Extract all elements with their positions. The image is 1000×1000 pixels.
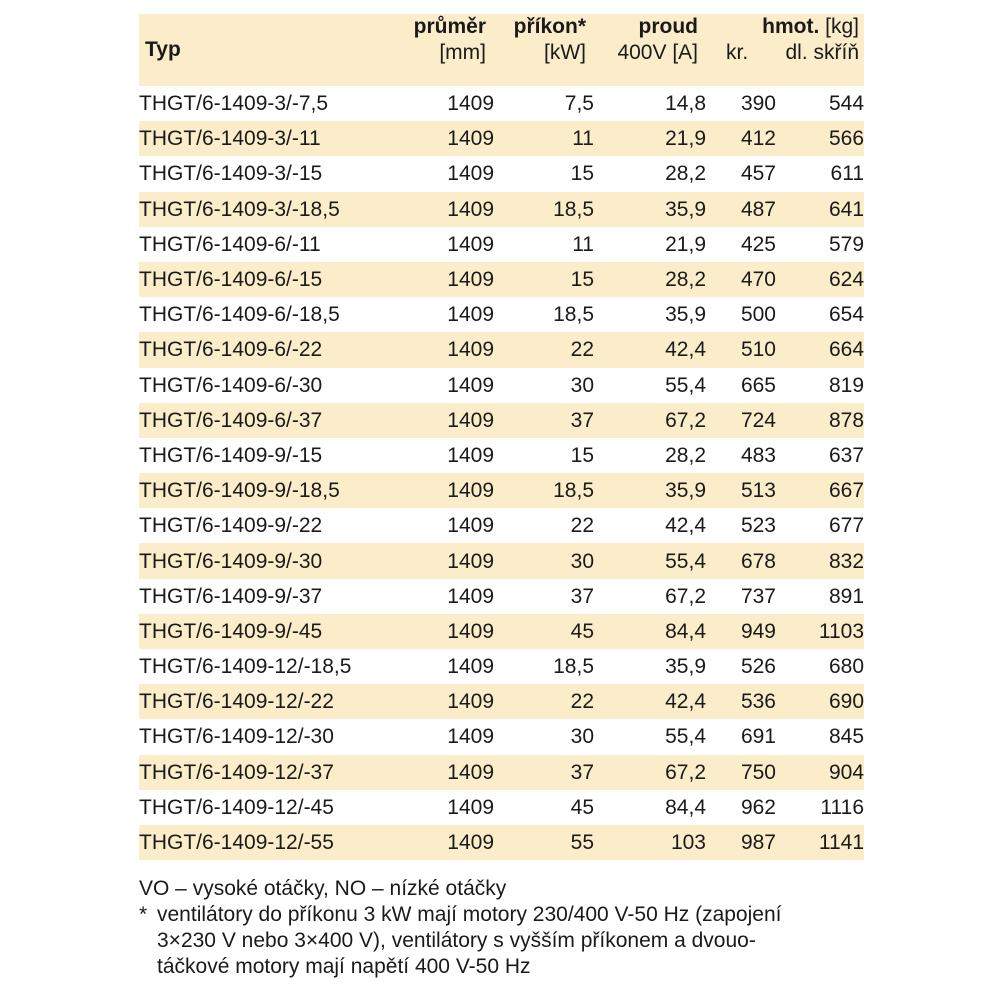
table-row — [139, 86, 864, 121]
cell-prikon: 18,5 — [553, 303, 594, 327]
cell-prumer: 1409 — [447, 655, 494, 679]
table-row — [139, 332, 864, 367]
cell-hmot-kr: 412 — [740, 127, 776, 151]
cell-hmot-dl: 891 — [828, 584, 865, 608]
cell-hmot-dl: 677 — [828, 514, 865, 538]
header-row — [139, 14, 864, 86]
cell-prikon: 11 — [572, 232, 594, 256]
cell-prumer: 1409 — [447, 443, 494, 467]
note-legend: VO – vysoké otáčky, NO – nízké otáčky — [139, 877, 507, 900]
cell-prumer: 1409 — [447, 408, 494, 432]
cell-proud: 28,2 — [665, 162, 706, 186]
cell-hmot-kr: 523 — [740, 514, 776, 538]
cell-hmot-dl: 637 — [828, 443, 865, 467]
cell-hmot-dl: 904 — [828, 760, 865, 784]
cell-prumer: 1409 — [447, 268, 494, 292]
cell-hmot-dl: 878 — [828, 408, 865, 432]
cell-prumer: 1409 — [447, 549, 494, 573]
cell-prikon: 30 — [570, 549, 594, 573]
cell-prumer: 1409 — [447, 690, 494, 714]
cell-hmot-dl: 544 — [828, 92, 865, 116]
cell-prumer: 1409 — [447, 831, 494, 855]
cell-hmot-kr: 678 — [740, 549, 776, 573]
header-prikon-unit: [kW] — [544, 41, 586, 64]
header-hmot-unit: [kg] — [825, 15, 860, 38]
cell-prikon: 45 — [570, 619, 594, 643]
cell-typ: THGT/6-1409-3/-15 — [139, 162, 323, 186]
cell-proud: 67,2 — [665, 584, 706, 608]
cell-prikon: 15 — [570, 162, 594, 186]
cell-proud: 84,4 — [665, 795, 706, 819]
cell-proud: 42,4 — [665, 338, 706, 362]
cell-typ: THGT/6-1409-9/-30 — [139, 549, 323, 573]
cell-typ: THGT/6-1409-12/-30 — [139, 725, 334, 749]
cell-hmot-kr: 487 — [740, 197, 776, 221]
cell-prikon: 15 — [570, 268, 594, 292]
cell-hmot-dl: 845 — [828, 725, 865, 749]
header-hmot-kr: kr. — [726, 41, 749, 64]
cell-hmot-kr: 513 — [740, 479, 776, 503]
table-row — [139, 473, 864, 508]
table-row — [139, 156, 864, 191]
cell-prikon: 22 — [570, 338, 594, 362]
header-prumer-unit: [mm] — [439, 41, 486, 64]
cell-typ: THGT/6-1409-6/-30 — [139, 373, 323, 397]
cell-typ: THGT/6-1409-12/-45 — [139, 795, 334, 819]
cell-proud: 21,9 — [665, 127, 706, 151]
table-row — [139, 262, 864, 297]
cell-prumer: 1409 — [447, 725, 494, 749]
cell-hmot-dl: 579 — [828, 232, 865, 256]
cell-hmot-dl: 641 — [828, 197, 865, 221]
cell-prumer: 1409 — [447, 584, 494, 608]
cell-prumer: 1409 — [447, 303, 494, 327]
cell-prikon: 37 — [570, 584, 594, 608]
footnote-line-3: táčkové motory mají napětí 400 V-50 Hz — [157, 955, 531, 978]
cell-hmot-kr: 691 — [740, 725, 776, 749]
header-prikon-label: příkon* — [513, 15, 586, 38]
cell-prikon: 18,5 — [553, 655, 594, 679]
footnote — [139, 902, 899, 980]
table-row — [139, 755, 864, 790]
notes — [139, 876, 899, 980]
table-row — [139, 579, 864, 614]
header-proud-label: proud — [638, 15, 698, 38]
cell-hmot-kr: 536 — [740, 690, 776, 714]
table-row — [139, 297, 864, 332]
cell-hmot-kr: 750 — [740, 760, 776, 784]
cell-hmot-kr: 962 — [740, 795, 776, 819]
header-typ: Typ — [145, 38, 181, 61]
cell-prumer: 1409 — [447, 373, 494, 397]
cell-hmot-kr: 665 — [740, 373, 776, 397]
cell-typ: THGT/6-1409-12/-37 — [139, 760, 334, 784]
header-hmot-dl: dl. skříň — [785, 41, 860, 64]
cell-hmot-dl: 832 — [828, 549, 865, 573]
cell-proud: 35,9 — [665, 197, 706, 221]
cell-proud: 55,4 — [665, 373, 706, 397]
cell-typ: THGT/6-1409-3/-11 — [139, 127, 321, 151]
cell-hmot-kr: 470 — [740, 268, 776, 292]
cell-typ: THGT/6-1409-9/-37 — [139, 584, 323, 608]
table-row — [139, 543, 864, 578]
table-row — [139, 649, 864, 684]
cell-proud: 67,2 — [665, 408, 706, 432]
table-row — [139, 368, 864, 403]
cell-typ: THGT/6-1409-12/-22 — [139, 690, 334, 714]
table-body — [139, 86, 864, 860]
cell-hmot-kr: 737 — [740, 584, 776, 608]
cell-proud: 103 — [670, 831, 706, 855]
cell-hmot-dl: 1103 — [818, 619, 865, 643]
cell-proud: 42,4 — [665, 514, 706, 538]
cell-hmot-kr: 724 — [740, 408, 776, 432]
cell-typ: THGT/6-1409-6/-37 — [139, 408, 323, 432]
cell-hmot-kr: 949 — [740, 619, 776, 643]
cell-typ: THGT/6-1409-6/-18,5 — [139, 303, 340, 327]
cell-prumer: 1409 — [447, 127, 494, 151]
cell-typ: THGT/6-1409-9/-45 — [139, 619, 323, 643]
cell-proud: 35,9 — [665, 303, 706, 327]
table-row — [139, 192, 864, 227]
cell-hmot-kr: 500 — [740, 303, 776, 327]
cell-hmot-dl: 611 — [830, 162, 865, 186]
cell-prikon: 37 — [570, 408, 594, 432]
footnote-line-1: ventilátory do příkonu 3 kW mají motory 230/400 V-50 Hz (zapojení — [157, 903, 782, 926]
cell-proud: 67,2 — [665, 760, 706, 784]
cell-proud: 28,2 — [665, 268, 706, 292]
cell-hmot-dl: 566 — [828, 127, 865, 151]
cell-hmot-kr: 526 — [740, 655, 776, 679]
cell-prikon: 37 — [570, 760, 594, 784]
cell-hmot-dl: 1116 — [820, 795, 865, 819]
cell-prikon: 45 — [570, 795, 594, 819]
cell-proud: 84,4 — [665, 619, 706, 643]
cell-prumer: 1409 — [447, 619, 494, 643]
cell-hmot-dl: 664 — [828, 338, 865, 362]
cell-prikon: 11 — [572, 127, 594, 151]
table-header — [139, 14, 864, 86]
cell-prikon: 18,5 — [553, 479, 594, 503]
table-row — [139, 121, 864, 156]
cell-hmot-kr: 510 — [740, 338, 776, 362]
cell-proud: 21,9 — [665, 232, 706, 256]
cell-proud: 28,2 — [665, 443, 706, 467]
cell-hmot-kr: 987 — [740, 831, 776, 855]
cell-prumer: 1409 — [447, 197, 494, 221]
cell-prikon: 22 — [570, 514, 594, 538]
cell-typ: THGT/6-1409-6/-11 — [139, 232, 321, 256]
table-row — [139, 790, 864, 825]
cell-typ: THGT/6-1409-6/-15 — [139, 268, 323, 292]
fan-spec-table — [139, 14, 864, 860]
cell-prumer: 1409 — [447, 514, 494, 538]
cell-typ: THGT/6-1409-12/-55 — [139, 831, 334, 855]
table-row — [139, 403, 864, 438]
cell-typ: THGT/6-1409-9/-18,5 — [139, 479, 340, 503]
cell-typ: THGT/6-1409-3/-7,5 — [139, 92, 329, 116]
cell-hmot-dl: 680 — [828, 655, 865, 679]
cell-prikon: 30 — [570, 373, 594, 397]
cell-proud: 14,8 — [665, 92, 706, 116]
cell-hmot-dl: 1141 — [818, 831, 865, 855]
cell-proud: 55,4 — [665, 549, 706, 573]
header-hmot — [706, 14, 864, 86]
cell-hmot-kr: 390 — [740, 92, 776, 116]
cell-typ: THGT/6-1409-9/-22 — [139, 514, 323, 538]
cell-hmot-kr: 425 — [740, 232, 776, 256]
cell-prumer: 1409 — [447, 760, 494, 784]
cell-hmot-dl: 690 — [828, 690, 865, 714]
cell-proud: 35,9 — [665, 479, 706, 503]
header-hmot-label: hmot. — [762, 15, 820, 38]
cell-prikon: 18,5 — [553, 197, 594, 221]
cell-prikon: 30 — [570, 725, 594, 749]
spec-table-container — [139, 14, 864, 860]
table-row — [139, 614, 864, 649]
cell-prikon: 15 — [570, 443, 594, 467]
cell-proud: 42,4 — [665, 690, 706, 714]
cell-prumer: 1409 — [447, 479, 494, 503]
table-row — [139, 508, 864, 543]
header-prikon — [494, 14, 594, 86]
cell-typ: THGT/6-1409-9/-15 — [139, 443, 323, 467]
header-prumer — [394, 14, 494, 86]
cell-hmot-kr: 483 — [740, 443, 776, 467]
cell-typ: THGT/6-1409-6/-22 — [139, 338, 323, 362]
table-row — [139, 438, 864, 473]
cell-prikon: 55 — [570, 831, 594, 855]
table-row — [139, 825, 864, 860]
table-row — [139, 684, 864, 719]
footnote-marker: * — [139, 903, 148, 926]
cell-prumer: 1409 — [447, 795, 494, 819]
header-proud-unit: 400V [A] — [617, 41, 698, 64]
table-row — [139, 719, 864, 754]
cell-proud: 35,9 — [665, 655, 706, 679]
cell-typ: THGT/6-1409-3/-18,5 — [139, 197, 340, 221]
header-proud — [594, 14, 706, 86]
cell-proud: 55,4 — [665, 725, 706, 749]
cell-hmot-kr: 457 — [740, 162, 776, 186]
cell-hmot-dl: 624 — [828, 268, 865, 292]
footnote-line-2: 3×230 V nebo 3×400 V), ventilátory s vyšším příkonem a dvouo- — [157, 929, 756, 952]
cell-prikon: 22 — [570, 690, 594, 714]
cell-hmot-dl: 819 — [828, 373, 865, 397]
table-row — [139, 227, 864, 262]
cell-prumer: 1409 — [447, 92, 494, 116]
cell-hmot-dl: 654 — [828, 303, 865, 327]
header-prumer-label: průměr — [413, 15, 486, 38]
cell-typ: THGT/6-1409-12/-18,5 — [139, 655, 352, 679]
cell-prumer: 1409 — [447, 232, 494, 256]
cell-prumer: 1409 — [447, 162, 494, 186]
cell-prumer: 1409 — [447, 338, 494, 362]
cell-hmot-dl: 667 — [828, 479, 865, 503]
cell-prikon: 7,5 — [564, 92, 594, 116]
